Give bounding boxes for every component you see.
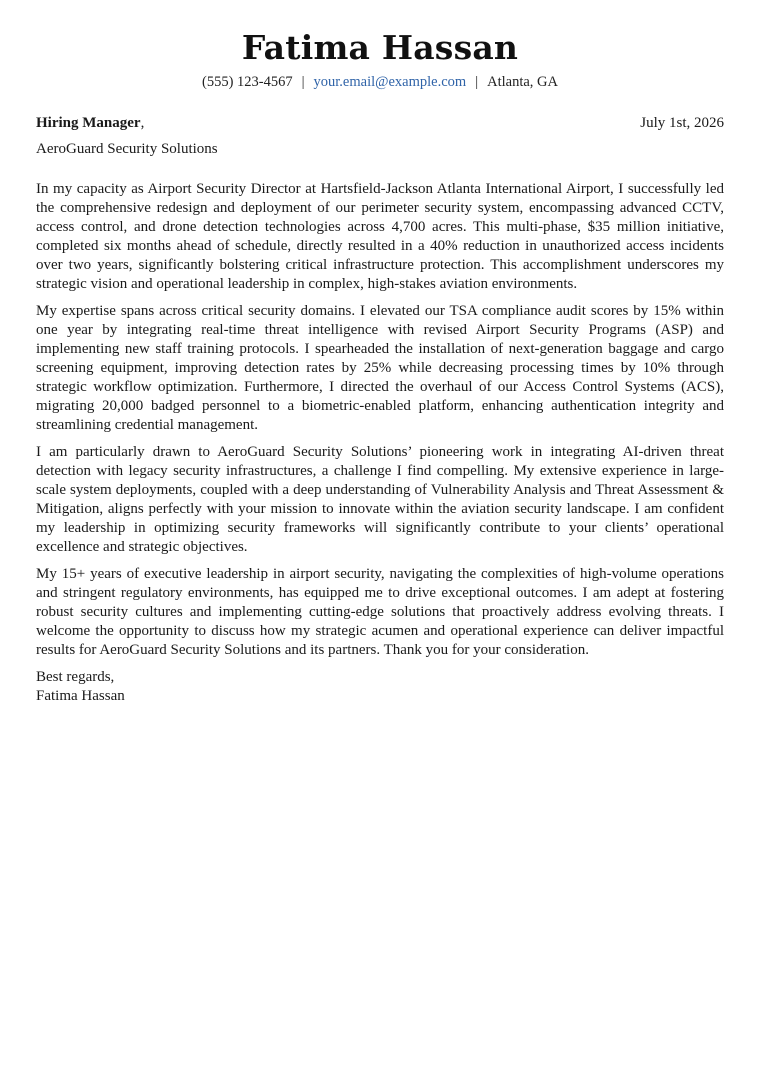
body-paragraph: My expertise spans across critical security domains. I elevated our TSA compliance audit scores by 15% within one year by integrating real-time threat intelligence with revised Airport Security Programs (ASP) and implementing new staff training protocols. I spearheaded the installation of next-generation baggage and cargo screening equipment, improving detection rates by 25% while decreasing processing times by 10% through strategic workflow optimization. Furthermore, I directed the overhaul of our Access Control Systems (ACS), migrating 20,000 badged personnel to a biometric-enabled platform, enhancing authentication integrity and streamlining credential management.	[36, 303, 724, 433]
contact-separator: |	[301, 74, 305, 90]
applicant-name: Fatima Hassan	[241, 28, 519, 67]
body-paragraph: My 15+ years of executive leadership in airport security, navigating the complexities of high-volume operations and stringent regulatory environments, has equipped me to drive exceptional outcomes. I am adept at fostering robust security cultures and implementing cutting-edge solutions that proactively address evolving threats. I welcome the opportunity to discuss how my strategic acumen and operational experience can deliver impactful results for AeroGuard Security Solutions and its partners. Thank you for your consideration.	[36, 566, 724, 658]
body-paragraph: I am particularly drawn to AeroGuard Security Solutions’ pioneering work in integrating AI-driven threat detection with legacy security infrastructures, a challenge I find compelling. My extensive experience in large-scale system deployments, coupled with a deep understanding of Vulnerability Analysis and Threat Assessment & Mitigation, aligns perfectly with your mission to innovate within the aviation security landscape. I am confident my leadership in optimizing security frameworks will significantly contribute to your clients’ operational excellence and strategic objectives.	[36, 444, 724, 555]
recipient	[36, 115, 144, 132]
letter-body	[36, 180, 724, 706]
recipient-suffix: ,	[140, 115, 145, 131]
company-name: AeroGuard Security Solutions	[36, 141, 218, 157]
contact-separator: |	[475, 74, 479, 90]
letter-date: July 1st, 2026	[640, 115, 724, 131]
contact-line	[0, 74, 760, 91]
signature-name: Fatima Hassan	[36, 688, 125, 704]
phone-number: (555) 123-4567	[202, 74, 293, 90]
salutation-row	[36, 115, 724, 132]
email-link[interactable]: your.email@example.com	[313, 74, 467, 90]
closing-phrase: Best regards,	[36, 669, 115, 685]
location: Atlanta, GA	[487, 74, 558, 90]
body-paragraph: In my capacity as Airport Security Director at Hartsfield-Jackson Atlanta International Airport, I successfully led the comprehensive redesign and deployment of our perimeter security system, encompassing advanced CCTV, access control, and drone detection technologies across 4,700 acres. This multi-phase, $35 million initiative, completed six months ahead of schedule, directly resulted in a 40% reduction in unauthorized access incidents over two years, significantly bolstering critical infrastructure protection. This accomplishment underscores my strategic vision and operational leadership in complex, high-stakes aviation environments.	[36, 181, 724, 292]
letter-closing	[36, 668, 724, 706]
recipient-name: Hiring Manager	[36, 115, 141, 131]
